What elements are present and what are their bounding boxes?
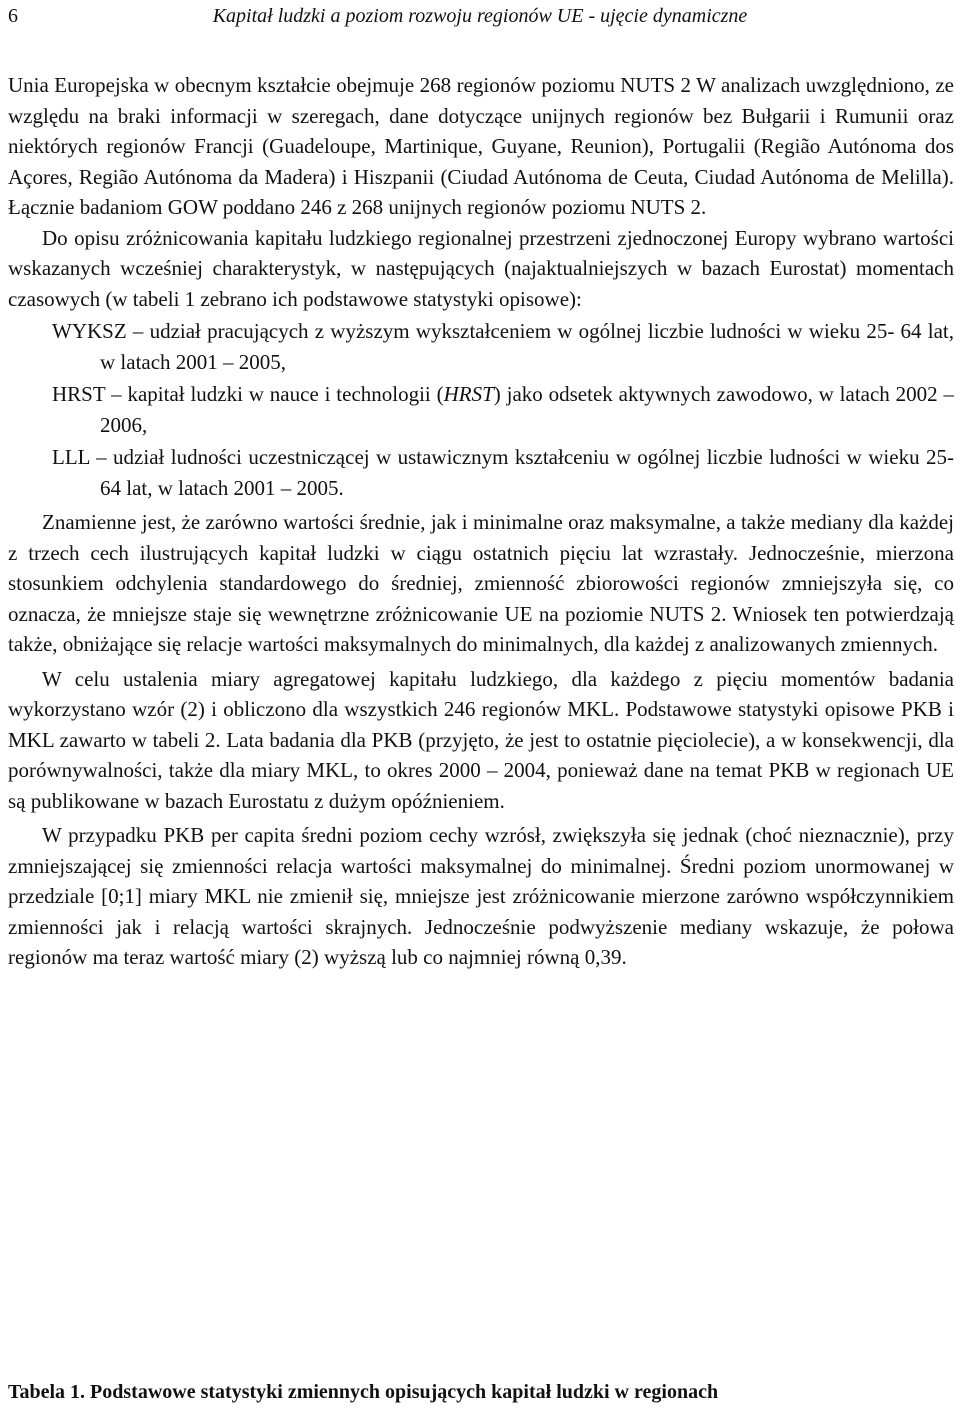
table-caption: Tabela 1. Podstawowe statystyki zmiennych opisujących kapitał ludzki w regionach: [8, 1381, 719, 1403]
definition-wyksz: WYKSZ – udział pracujących z wyższym wykształceniem w ogólnej liczbie ludności w wieku 25- 64 lat, w latach 2001 – 2005,: [52, 319, 954, 374]
definition-lll: LLL – udział ludności uczestniczącej w ustawicznym kształceniu w ogólnej liczbie ludności w wieku 25- 64 lat, w latach 2001 – 2005.: [52, 445, 954, 500]
paragraph-variables-intro: Do opisu zróżnicowania kapitału ludzkiego regionalnej przestrzeni zjednoczonej Europy wybrano wartości wskazanych wcześniej charakterystyk, w następujących (najaktualniejszych w bazach Eurostat) momentach czasowych (w tabeli 1 zebrano ich podstawowe statystyki opisowe):: [8, 225, 954, 311]
paragraph-nuts-regions: Unia Europejska w obecnym kształcie obejmuje 268 regionów poziomu NUTS 2 W analizach uwzględniono, ze względu na braki informacji w szeregach, dane dotyczące unijnych regionów bez Bułgarii i Rumunii oraz niektórych regionów Francji (Guadeloupe, Martinique, Guyane, Reunion), Portugalii (Região Autónoma dos Açores, Região Autónoma da Madera) i Hiszpanii (Ciudad Autónoma de Ceuta, Ciudad Autónoma de Melilla). Łącznie badaniom GOW poddano 246 z 268 unijnych regionów poziomu NUTS 2.: [8, 73, 954, 219]
definition-hrst-text-before: HRST – kapitał ludzki w nauce i technologii (: [52, 382, 444, 406]
page-header: [8, 0, 952, 36]
definition-hrst: [8, 379, 954, 440]
definition-hrst-text-after: ) jako odsetek aktywnych zawodowo, w latach 2002 – 2006,: [100, 382, 954, 437]
running-title: Kapitał ludzki a poziom rozwoju regionów UE - ujęcie dynamiczne: [212, 5, 748, 27]
page-number: 6: [8, 5, 18, 27]
paragraph-pkb-results: W przypadku PKB per capita średni poziom cechy wzrósł, zwiększyła się jednak (choć nieznacznie), przy zmniejszającej się zmienności relacja wartości maksymalnej do minimalnej. Średni poziom unormowanej w przedziale [0;1] miary MKL nie zmienił się, mniejsze jest zróżnicowanie mierzone zarówno współczynnikiem zmienności jak i relacją wartości skrajnych. Jednocześnie podwyższenie mediany wskazuje, że połowa regionów ma teraz wartość miary (2) wyższą lub co najmniej równą 0,39.: [8, 823, 954, 969]
article-body: [8, 70, 954, 973]
variable-definitions: [8, 316, 954, 503]
definition-hrst-italic: HRST: [443, 382, 494, 406]
paragraph-descriptive-stats: Znamienne jest, że zarówno wartości średnie, jak i minimalne oraz maksymalne, a także mediany dla każdej z trzech cech ilustrujących kapitał ludzki w ciągu ostatnich pięciu lat wzrastały. Jednocześnie, mierzona stosunkiem odchylenia standardowego do średniej, zmienność zbiorowości regionów zmniejszyła się, co oznacza, że mniejsze staje się wewnętrzne zróżnicowanie UE na poziomie NUTS 2. Wniosek ten potwierdzają także, obniżające się relacje wartości maksymalnych do minimalnych, dla każdej z analizowanych zmiennych.: [8, 510, 954, 656]
paragraph-aggregate-measure: W celu ustalenia miary agregatowej kapitału ludzkiego, dla każdego z pięciu momentów badania wykorzystano wzór (2) i obliczono dla wszystkich 246 regionów MKL. Podstawowe statystyki opisowe PKB i MKL zawarto w tabeli 2. Lata badania dla PKB (przyjęto, że jest to ostatnie pięciolecie), a w konsekwencji, dla porównywalności, także dla miary MKL, to okres 2000 – 2004, ponieważ dane na temat PKB w regionach UE są publikowane w bazach Eurostatu z dużym opóźnieniem.: [8, 666, 954, 813]
